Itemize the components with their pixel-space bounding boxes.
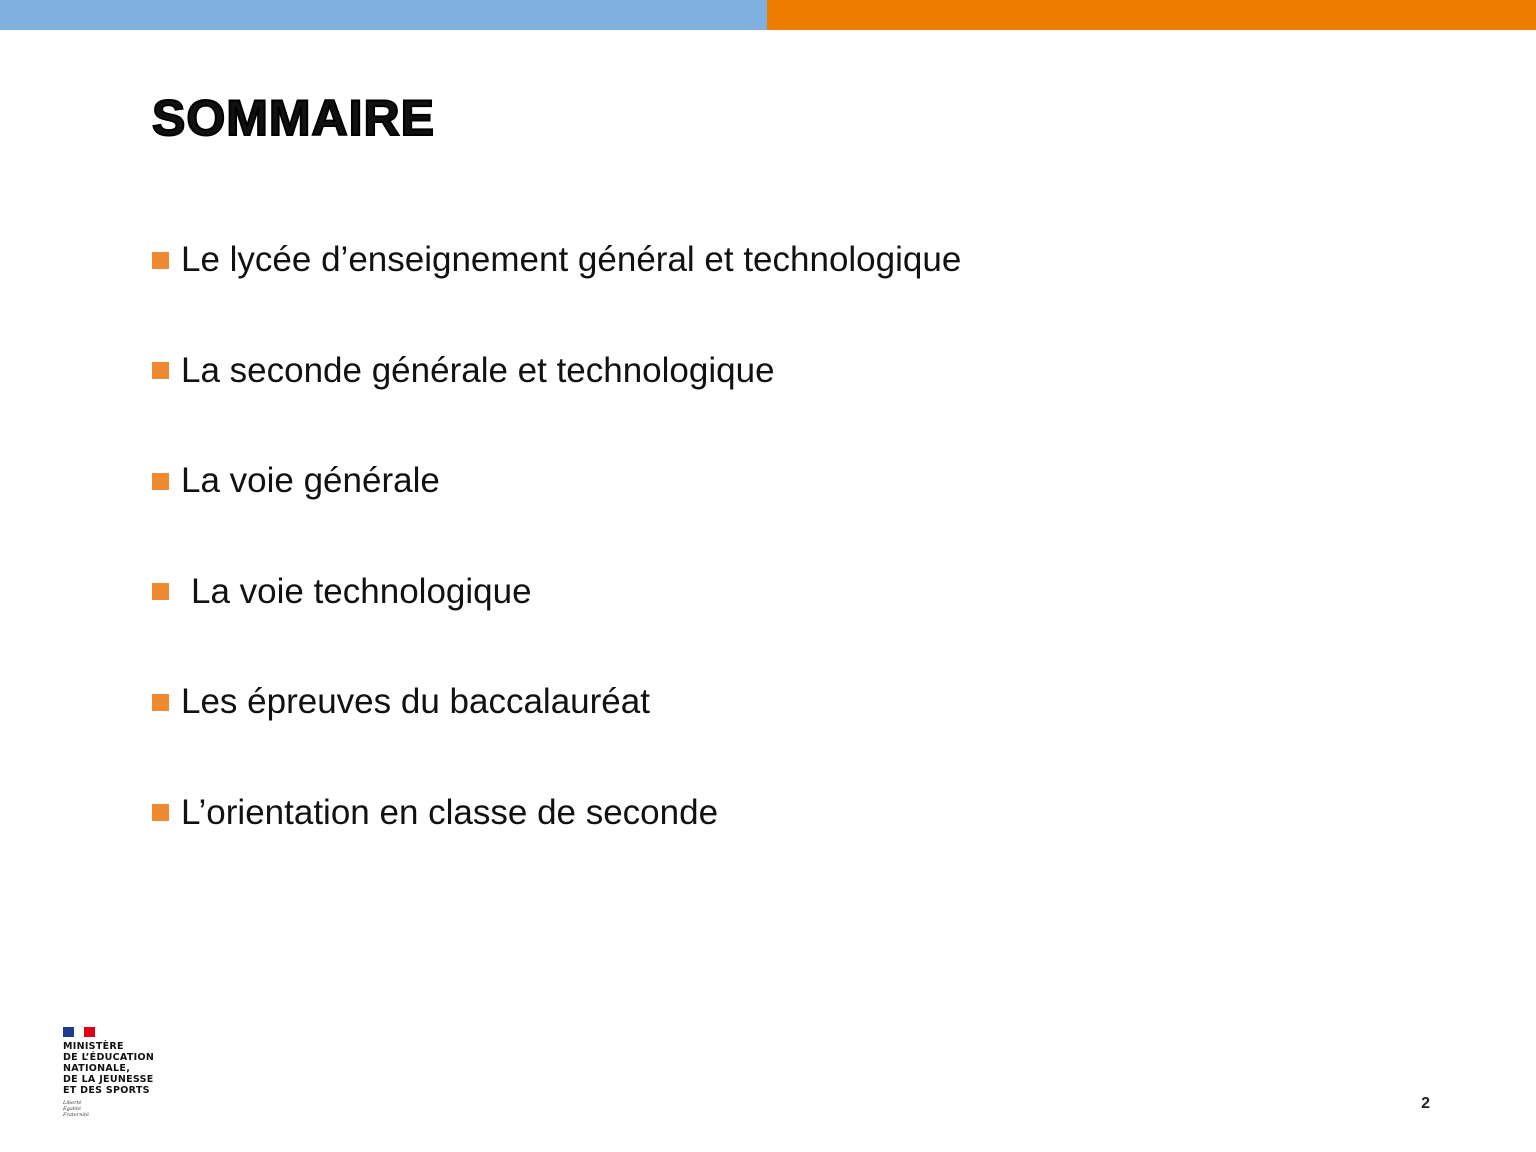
- agenda-item-label: Les épreuves du baccalauréat: [181, 682, 650, 722]
- french-flag-icon: [63, 1027, 95, 1037]
- slide-title: SOMMAIRE: [152, 90, 435, 146]
- motto-line: Liberté: [63, 1100, 82, 1106]
- agenda-item-label: L’orientation en classe de seconde: [181, 792, 719, 832]
- orange-square-bullet-icon: [152, 362, 169, 379]
- ministry-name-line: ET DES SPORTS: [63, 1085, 150, 1096]
- orange-square-bullet-icon: [152, 804, 169, 821]
- ministry-name-line: DE L’ÉDUCATION: [63, 1052, 155, 1063]
- ministry-name-line: DE LA JEUNESSE: [63, 1074, 154, 1085]
- top-band-blue: [0, 0, 767, 30]
- page-number: 2: [1421, 1095, 1430, 1112]
- agenda-item-label: Le lycée d’enseignement général et technologique: [181, 240, 962, 279]
- flag-red-stripe: [84, 1027, 95, 1037]
- agenda-item: [152, 564, 961, 620]
- orange-square-bullet-icon: [152, 583, 169, 600]
- agenda-item: [152, 343, 961, 399]
- agenda-item: [152, 674, 961, 730]
- orange-square-bullet-icon: [152, 252, 169, 269]
- agenda-list: [152, 232, 961, 896]
- ministry-name: [63, 1041, 173, 1096]
- orange-square-bullet-icon: [152, 473, 169, 490]
- flag-white-stripe: [74, 1027, 85, 1037]
- agenda-item-label: La voie technologique: [191, 571, 532, 611]
- top-band-orange: [767, 0, 1536, 30]
- motto-line: Fraternité: [63, 1112, 89, 1118]
- agenda-item-label: La voie générale: [181, 461, 440, 501]
- agenda-item-label: La seconde générale et technologique: [181, 350, 775, 390]
- flag-blue-stripe: [63, 1027, 74, 1037]
- motto-line: Égalité: [63, 1106, 81, 1112]
- ministry-name-line: MINISTÈRE: [63, 1041, 124, 1052]
- agenda-item: [152, 232, 961, 288]
- ministry-name-line: NATIONALE,: [63, 1063, 131, 1074]
- agenda-item: [152, 785, 961, 841]
- agenda-item: [152, 453, 961, 509]
- top-color-band: [0, 0, 1536, 30]
- republic-motto: [63, 1100, 173, 1118]
- orange-square-bullet-icon: [152, 694, 169, 711]
- ministry-logo: [63, 1027, 173, 1127]
